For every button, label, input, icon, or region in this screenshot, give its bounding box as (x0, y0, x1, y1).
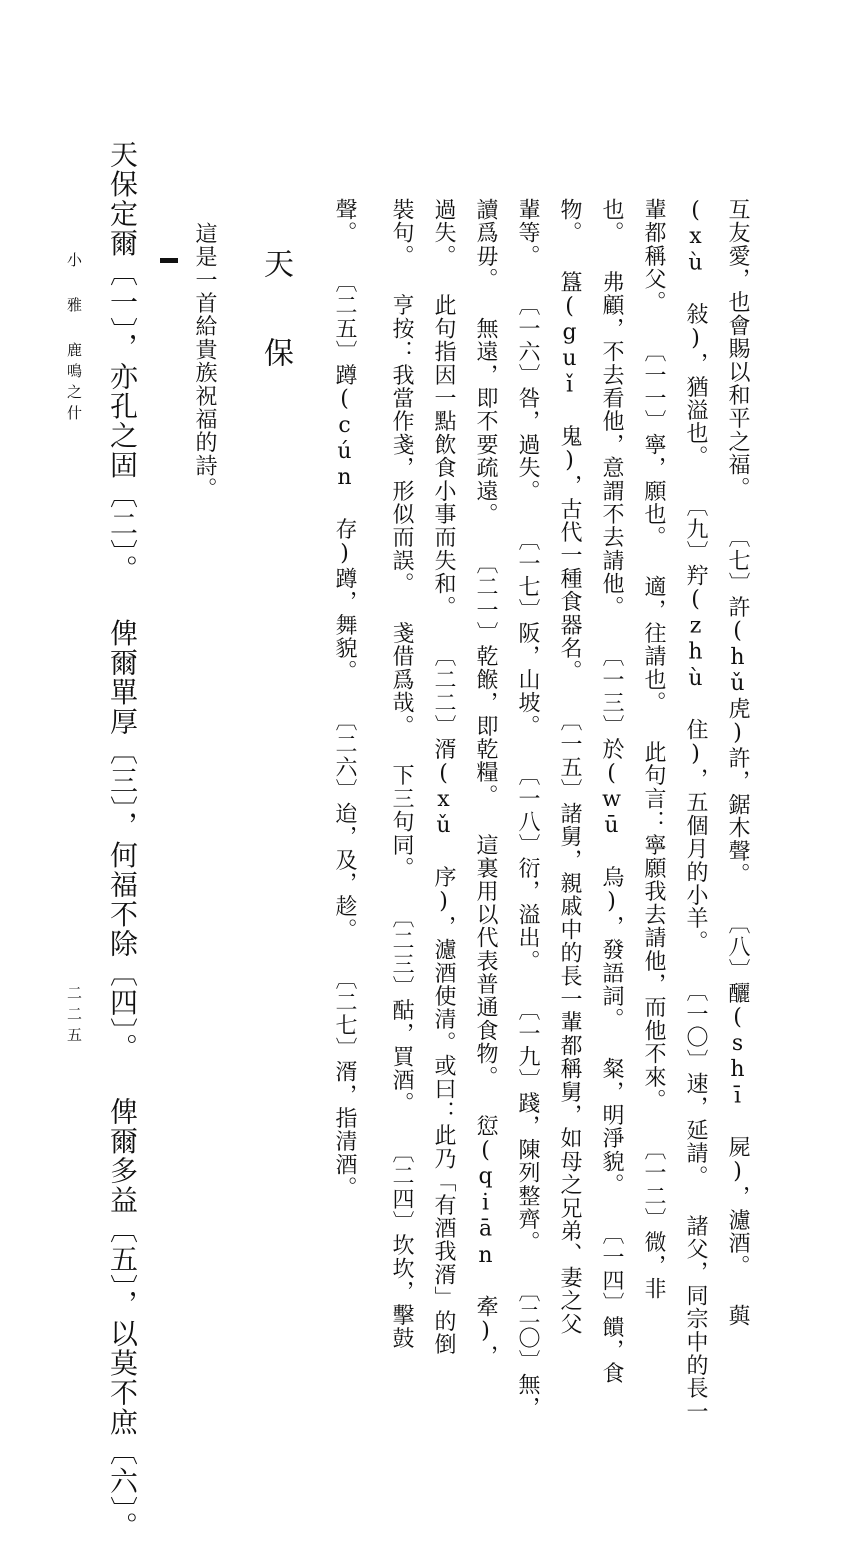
note-column-3: 輩都稱父。 〔一一〕寧，願也。 適，往請也。 此句言：寧願我去請他，而他不來。 〔一二〕微，非 (641, 198, 666, 1301)
stanza-numeral (160, 258, 178, 263)
note-column-2: (xù 敍)，猶溢也。 〔九〕羜(zhù 住)，五個月的小羊。 〔一〇〕速，延請。 諸父，同宗中的長一 (683, 198, 708, 1424)
note-column-6: 輩等。 〔一六〕咎，過失。 〔一七〕阪，山坡。 〔一八〕衍，溢出。 〔一九〕踐，陳列整齊。 〔二〇〕無， (515, 198, 540, 1420)
note-column-4: 也。 弗顧，不去看他，意謂不去請他。 〔一三〕於(wū 烏)，發語詞。 粲，明淨貌。 〔一四〕饋，食 (599, 198, 624, 1385)
note-column-5: 物。 簋(guǐ 鬼)，古代一種食器名。 〔一五〕諸舅，親戚中的長一輩都稱舅，如母之兄弟、妻之父 (557, 198, 582, 1336)
running-head: 小 雅 鹿鳴之什 (65, 252, 83, 426)
note-column-1: 互友愛，也會賜以和平之福。 〔七〕許(hǔ虎)許，鋸木聲。 〔八〕釃(shī 屍)，濾酒。 藇 (725, 198, 750, 1328)
note-column-10: 聲。 〔二五〕蹲(cún 存)蹲，舞貌。 〔二六〕迨，及，趁。 〔二七〕湑，指清酒。 (332, 198, 357, 1200)
note-column-7: 讀爲毋。 無遠，即不要疏遠。 〔二一〕乾餱，即乾糧。 這裏用以代表普通食物。 愆(qiān 牽)， (473, 198, 498, 1368)
page-number: 二二五 (65, 985, 83, 1048)
note-column-9: 裝句。 亨按：我當作戔，形似而誤。 戔借爲哉。 下三句同。 〔二三〕酤，買酒。 〔二四〕坎坎，擊鼓 (389, 198, 414, 1350)
note-column-8: 過失。 此句指因一點飲食小事而失和。 〔二二〕湑(xǔ 序)，濾酒使清。或曰：此乃「有酒我湑」的倒 (431, 198, 456, 1356)
poem-intro: 這是一首給貴族祝福的詩。 (192, 222, 217, 501)
poem-title: 天 保 (258, 248, 293, 379)
poem-line-1: 天保定爾〔一〕，亦孔之固〔二〕。 俾爾單厚〔三〕，何福不除〔四〕。 俾爾多益〔五〕，以莫不庶〔六〕。 (106, 140, 139, 1541)
